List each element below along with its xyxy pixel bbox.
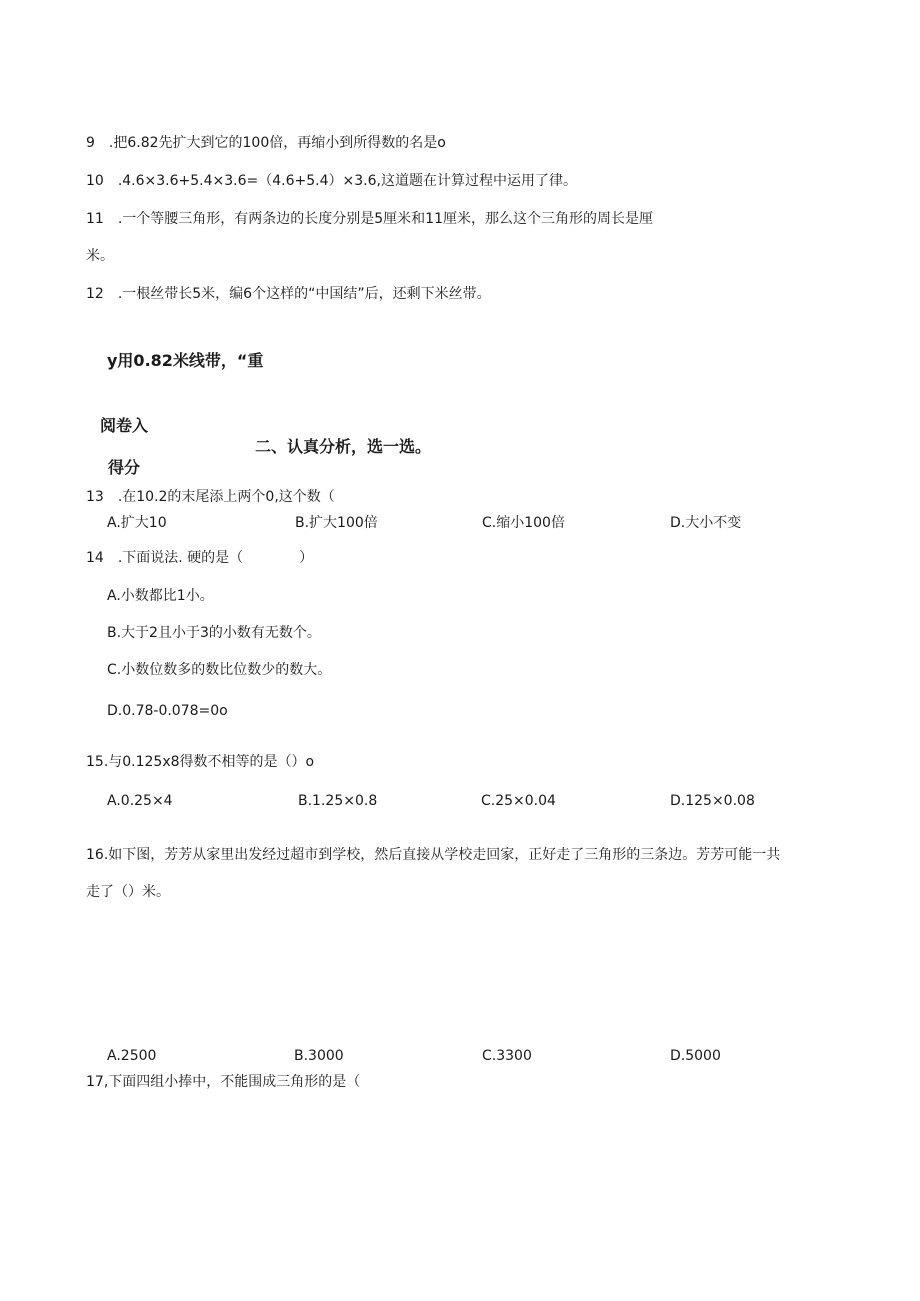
question-9: 9 .把6.82先扩大到它的100倍，再缩小到所得数的名是o xyxy=(86,135,446,151)
question-12: 12 .一根丝带长5米，编6个这样的“中国结”后，还剩下米丝带。 xyxy=(86,286,491,302)
question-14: 14 .下面说法. 硬的是（ ） xyxy=(86,550,314,566)
score-label: 得分 xyxy=(108,458,141,477)
question-17: 17,下面四组小捧中，不能围成三角形的是（ xyxy=(86,1074,361,1090)
text-fragment: y用0.82米线带，“重 xyxy=(107,351,264,370)
q13-option-c: C.缩小100倍 xyxy=(482,515,565,531)
q15-option-d: D.125×0.08 xyxy=(670,793,755,809)
question-13: 13 .在10.2的末尾添上两个0,这个数（ xyxy=(86,489,335,505)
q16-option-d: D.5000 xyxy=(670,1048,721,1064)
q16-option-c: C.3300 xyxy=(482,1048,532,1064)
q13-option-a: A.扩大10 xyxy=(107,515,167,531)
q13-option-b: B.扩大100倍 xyxy=(295,515,378,531)
question-15: 15.与0.125x8得数不相等的是（）o xyxy=(86,754,315,770)
q16-option-b: B.3000 xyxy=(294,1048,344,1064)
q14-option-b: B.大于2且小于3的小数有无数个。 xyxy=(107,625,321,641)
q15-option-c: C.25×0.04 xyxy=(481,793,556,809)
question-16-line1: 16.如下图，芳芳从家里出发经过超市到学校，然后直接从学校走回家，正好走了三角形的三条边。芳芳可能一共 xyxy=(86,847,781,863)
q16-option-a: A.2500 xyxy=(107,1048,157,1064)
question-11-line2: 米。 xyxy=(86,248,114,264)
q14-option-a: A.小数都比1小。 xyxy=(107,588,214,604)
q14-option-d: D.0.78-0.078=0o xyxy=(107,703,228,719)
q13-option-d: D.大小不变 xyxy=(670,515,742,531)
question-10: 10 .4.6×3.6+5.4×3.6=（4.6+5.4）×3.6,这道题在计算过程中运用了律。 xyxy=(86,173,577,189)
reviewer-label: 阅卷入 xyxy=(100,416,149,435)
question-16-line2: 走了（）米。 xyxy=(86,884,170,900)
section-title: 二、认真分析，选一选。 xyxy=(255,437,432,456)
q15-option-b: B.1.25×0.8 xyxy=(298,793,378,809)
q15-option-a: A.0.25×4 xyxy=(107,793,173,809)
question-11-line1: 11 .一个等腰三角形，有两条边的长度分别是5厘米和11厘米，那么这个三角形的周长是厘 xyxy=(86,211,653,227)
q14-option-c: C.小数位数多的数比位数少的数大。 xyxy=(107,662,332,678)
